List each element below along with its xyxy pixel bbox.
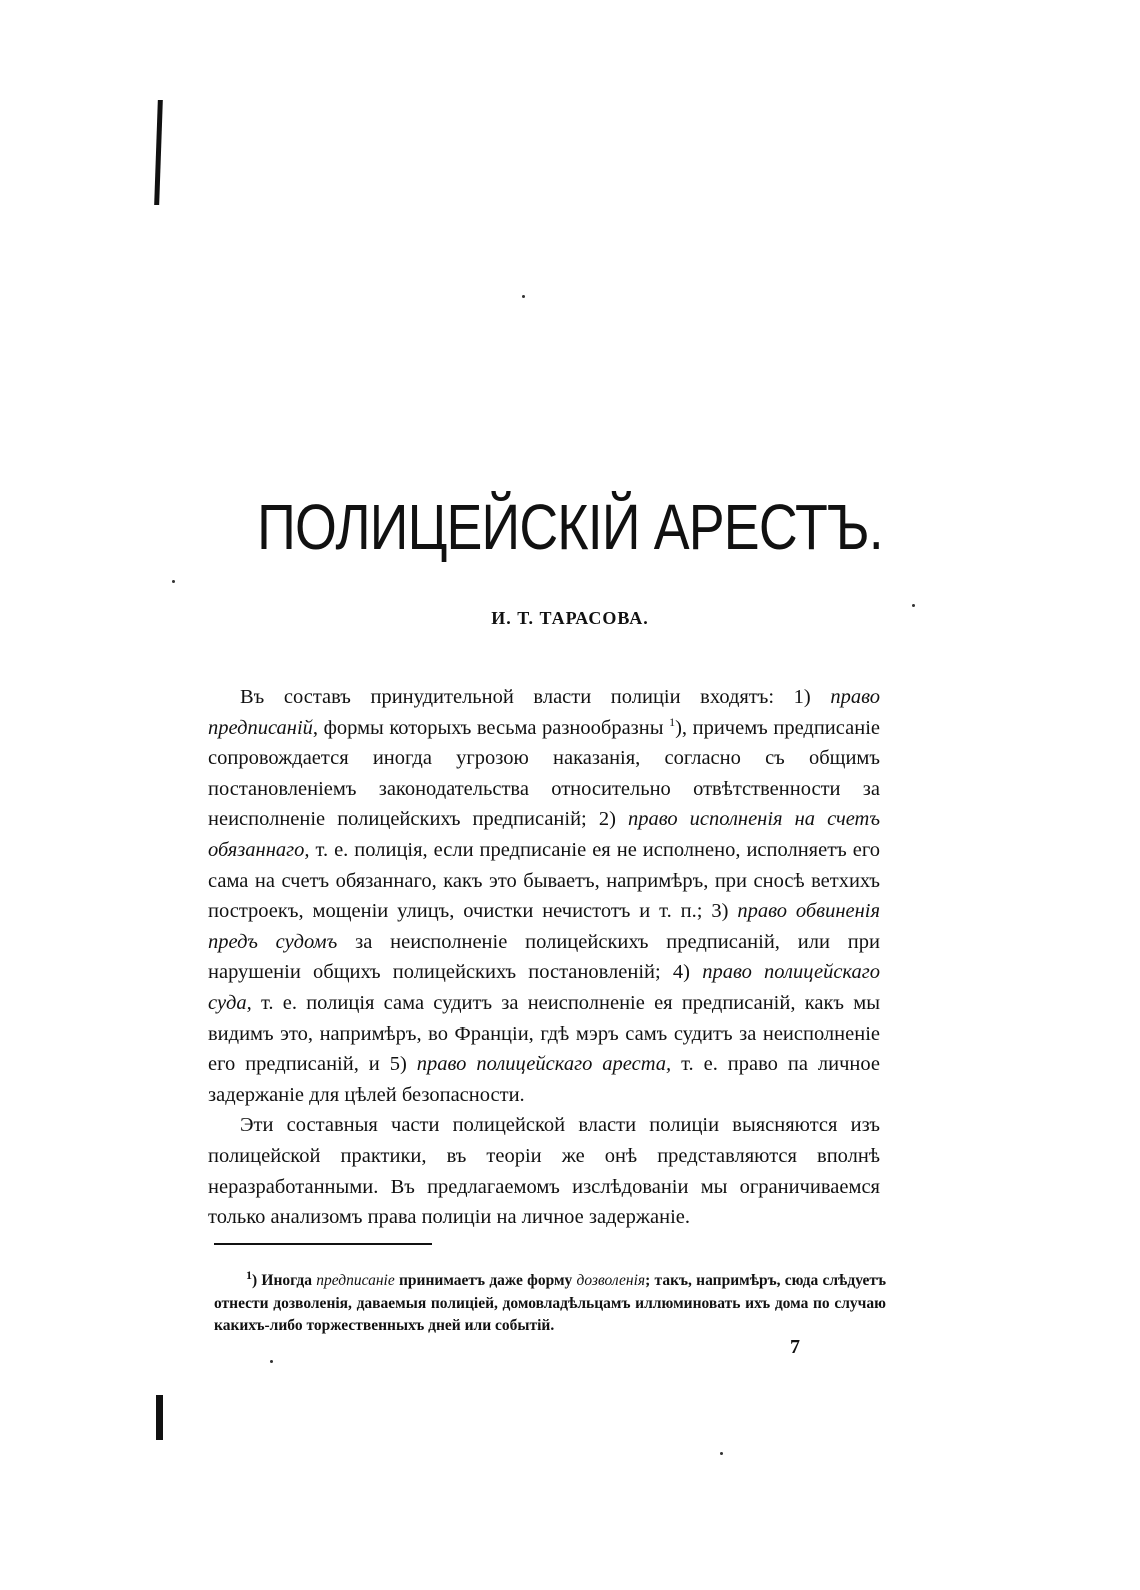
- italic-term: дозволенія: [576, 1272, 646, 1289]
- text-run: т. е. полиція сама судитъ за неисполненіе ея предписаній, какъ мы видимъ это, напримѣръ, во Франціи, гдѣ мэръ самъ судитъ за неисполненіе его предписаній, и 5): [208, 991, 880, 1076]
- paragraph-1: [208, 682, 880, 1110]
- paragraph-2: Эти составныя части полицейской власти полиціи выясняются изъ полицейской практики, въ теоріи же онѣ представляются вполнѣ неразработанными. Въ предлагаемомъ изслѣдованіи мы ограничиваемся только анализомъ права полиціи на личное задержаніе.: [208, 1114, 880, 1229]
- text-run: т. е. право па личное задержаніе для цѣлей безопасности.: [208, 1053, 880, 1106]
- scan-speck: [522, 295, 525, 298]
- text-run: принимаетъ даже форму: [394, 1272, 577, 1289]
- scan-speck: [912, 604, 915, 607]
- text-run: ; такъ, напримѣръ, сюда слѣдуетъ отнести дозволенія, даваемыя полиціей, домовладѣльцамъ иллюминовать ихъ дома по случаю какихъ-либо торжественныхъ дней или событій.: [214, 1272, 887, 1334]
- text-run: ) Иногда: [252, 1272, 317, 1289]
- text-run: т. е. полиція, если предписаніе ея не исполнено, исполняетъ его сама на счетъ обязаннаго, какъ это бываетъ, напримѣръ, при сносѣ ветхихъ построекъ, мощеніи улицъ, очистки нечистотъ и т. п.; 3): [208, 838, 880, 923]
- footnote-marker: 1: [246, 1267, 252, 1282]
- text-run: за неисполненіе полицейскихъ предписаній, или при нарушеніи общихъ полицейскихъ постановленій; 4): [208, 930, 881, 984]
- footnote-divider: [214, 1243, 432, 1245]
- scan-edge-mark-top: [154, 100, 163, 205]
- article-title: ПОЛИЦЕЙСКІЙ АРЕСТЪ.: [257, 491, 883, 563]
- text-run: , формы которыхъ весьма разнообразны: [312, 716, 670, 739]
- footnote: [214, 1267, 887, 1338]
- text-run: Въ составъ принудительной власти полиціи входятъ: 1): [240, 686, 831, 708]
- page-number: 7: [790, 1336, 800, 1358]
- italic-term: право исполненія на счетъ обязаннаго,: [208, 808, 880, 861]
- article-author: И. Т. ТАРАСОВА.: [491, 608, 649, 628]
- scan-edge-mark-bottom: [156, 1395, 163, 1440]
- scan-speck: [270, 1360, 273, 1363]
- italic-term: право полицейскаго ареста,: [416, 1053, 672, 1076]
- italic-term: право обвиненія предъ судомъ: [208, 900, 880, 953]
- italic-term: право предписаній: [208, 686, 880, 739]
- italic-term: право полицейскаго суда,: [208, 961, 881, 1014]
- article-body: [208, 682, 880, 1233]
- scan-speck: [720, 1452, 723, 1455]
- italic-term: предписаніе: [316, 1272, 395, 1289]
- scan-speck: [172, 580, 175, 583]
- text-run: ), причемъ предписаніе сопровождается иногда угрозою наказанія, согласно съ общимъ постановленіемъ законодательства относительно отвѣтственности за неисполненіе полицейскихъ предписаній; 2): [208, 716, 880, 831]
- footnote-reference: 1: [669, 714, 676, 729]
